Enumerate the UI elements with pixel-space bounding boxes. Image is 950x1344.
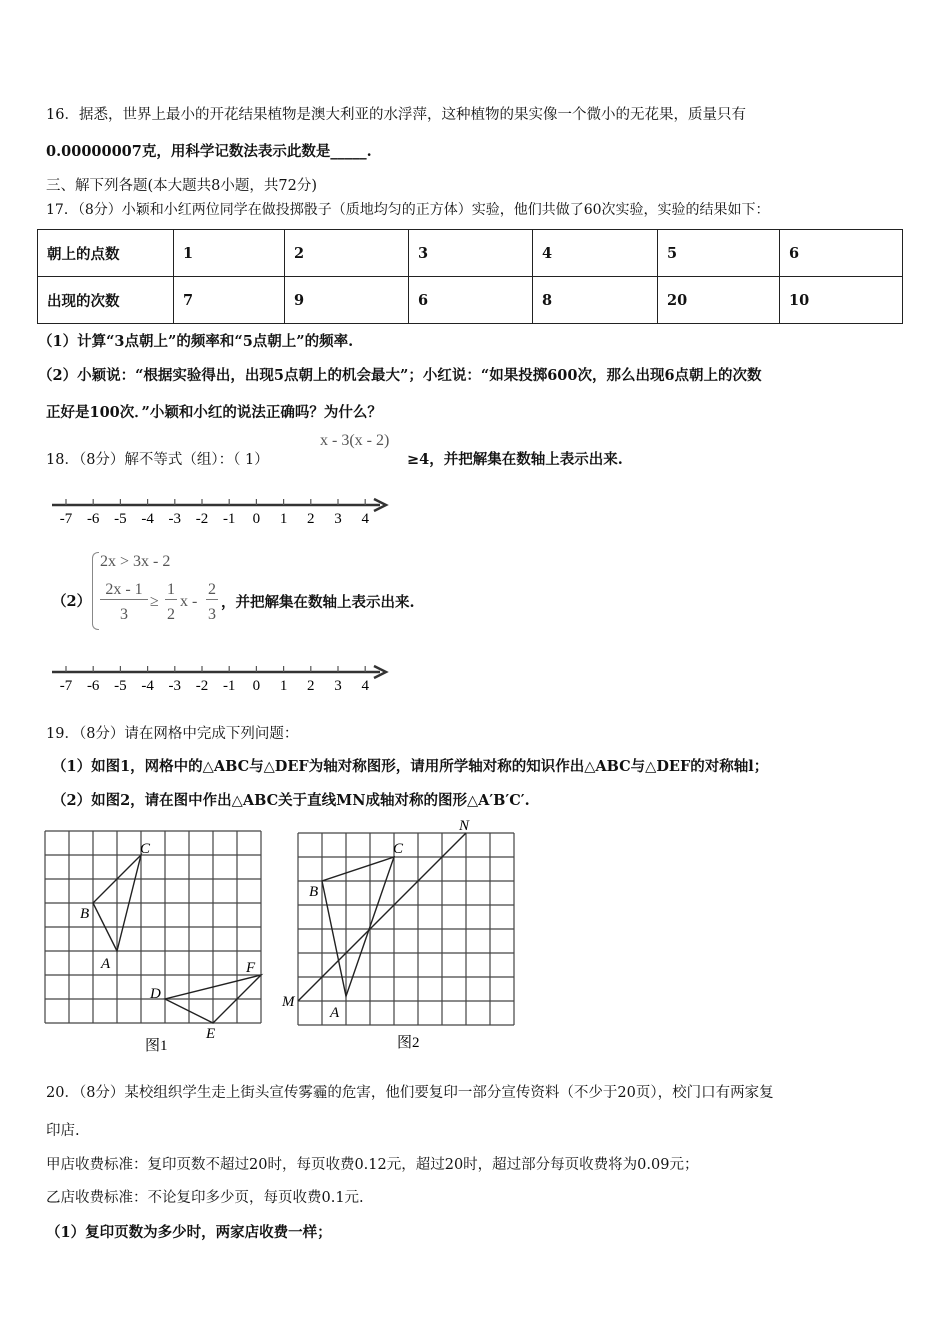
point-label: A bbox=[101, 956, 111, 972]
q20-shopA: 甲店收费标准：复印页数不超过20时，每页收费0.12元，超过20时，超过部分每页收费将为0.09元； bbox=[46, 1157, 699, 1173]
tick-label: -4 bbox=[141, 511, 154, 527]
tick-label: -6 bbox=[86, 678, 100, 694]
fraction-numerator: 1 bbox=[167, 581, 175, 598]
variable: x - bbox=[180, 593, 198, 610]
tick-label: -4 bbox=[141, 678, 154, 694]
q17-part2a: （2）小颖说：“根据实验得出，出现5点朝上的机会最大”；小红说：“如果投掷600次，那么出现6点朝上的次数 bbox=[38, 367, 762, 384]
tick-label: -2 bbox=[195, 511, 209, 527]
shape bbox=[298, 833, 466, 1001]
q19-part1: （1）如图1，网格中的△ABC与△DEF为轴对称图形，请用所学轴对称的知识作出△ABC与△DEF的对称轴l； bbox=[52, 758, 769, 775]
point-label: E bbox=[206, 1026, 216, 1042]
tick-label: -7 bbox=[59, 511, 73, 527]
tick-label: -5 bbox=[114, 511, 127, 527]
point-label: C bbox=[140, 841, 151, 857]
point-label: D bbox=[150, 986, 161, 1002]
q18-stem: 18．（8分）解不等式（组）：（ 1） bbox=[46, 452, 269, 468]
table-cell: 出现的次数 bbox=[38, 277, 174, 324]
point-label: B bbox=[80, 906, 90, 922]
q20-shopB: 乙店收费标准：不论复印多少页，每页收费0.1元. bbox=[46, 1190, 364, 1206]
q17-stem: 17．（8分）小颖和小红两位同学在做投掷骰子（质地均匀的正方体）实验，他们共做了60次实验，实验的结果如下： bbox=[46, 202, 770, 218]
point-label: B bbox=[309, 884, 319, 900]
tick-label: -5 bbox=[114, 678, 127, 694]
point-label: F bbox=[246, 960, 256, 976]
q20-stem2: 印店. bbox=[46, 1123, 80, 1139]
relation: ≥ bbox=[150, 593, 159, 610]
table-cell: 10 bbox=[780, 277, 903, 324]
table-cell: 2 bbox=[285, 230, 409, 277]
tick-label: 0 bbox=[252, 678, 261, 694]
table-cell: 9 bbox=[285, 277, 409, 324]
fraction-numerator: 2x - 1 bbox=[100, 581, 148, 600]
tick-label: 4 bbox=[361, 511, 369, 527]
fig1-caption: 图1 bbox=[145, 1038, 168, 1054]
fraction-denominator: 3 bbox=[120, 606, 128, 623]
tick-label: -6 bbox=[86, 511, 100, 527]
table-cell: 5 bbox=[658, 230, 780, 277]
tick-label: 0 bbox=[252, 511, 261, 527]
table-cell: 朝上的点数 bbox=[38, 230, 174, 277]
shape bbox=[322, 857, 394, 996]
q20-part1: （1）复印页数为多少时，两家店收费一样； bbox=[46, 1224, 332, 1241]
q16-line1: 16．据悉，世界上最小的开花结果植物是澳大利亚的水浮萍，这种植物的果实像一个微小的无花果，质量只有 bbox=[46, 107, 746, 123]
section-heading: 三、解下列各题(本大题共8小题，共72分) bbox=[46, 178, 317, 194]
fig2-caption: 图2 bbox=[397, 1035, 420, 1051]
q18-tail: ≥4，并把解集在数轴上表示出来. bbox=[407, 451, 623, 468]
table-cell: 6 bbox=[780, 230, 903, 277]
tick-label: -3 bbox=[168, 678, 182, 694]
q18-part2-tail: ，并把解集在数轴上表示出来. bbox=[221, 594, 415, 611]
q20-stem1: 20．（8分）某校组织学生走上街头宣传雾霾的危害，他们要复印一部分宣传资料（不少于20页），校门口有两家复 bbox=[46, 1085, 774, 1101]
tick-label: 3 bbox=[334, 511, 342, 527]
q19-stem: 19．（8分）请在网格中完成下列问题： bbox=[46, 726, 299, 742]
tick-label: -7 bbox=[59, 678, 73, 694]
system-line1: 2x > 3x - 2 bbox=[100, 553, 171, 570]
q18-expression: x - 3(x - 2) bbox=[320, 432, 390, 449]
figure-1-grid bbox=[45, 831, 261, 1042]
tick-label: 3 bbox=[334, 678, 342, 694]
q19-part2: （2）如图2，请在图中作出△ABC关于直线MN成轴对称的图形△A′B′C′. bbox=[52, 792, 530, 809]
fraction-denominator: 2 bbox=[167, 606, 175, 623]
tick-label: -1 bbox=[222, 511, 236, 527]
table-cell: 1 bbox=[174, 230, 285, 277]
tick-label: -1 bbox=[222, 678, 236, 694]
table-cell: 7 bbox=[174, 277, 285, 324]
table-cell: 3 bbox=[409, 230, 533, 277]
tick-label: 1 bbox=[279, 678, 288, 694]
q17-part1: （1）计算“3点朝上”的频率和“5点朝上”的频率. bbox=[38, 333, 354, 350]
tick-label: 4 bbox=[361, 678, 369, 694]
point-label: C bbox=[393, 841, 404, 857]
figure-2-grid bbox=[281, 818, 514, 1025]
q16-line2: 0.00000007克，用科学记数法表示此数是_____. bbox=[46, 143, 372, 160]
table-cell: 20 bbox=[658, 277, 780, 324]
tick-label: -3 bbox=[168, 511, 182, 527]
fraction-denominator: 3 bbox=[208, 606, 216, 623]
point-label: M bbox=[282, 994, 295, 1010]
q17-part2b: 正好是100次．”小颖和小红的说法正确吗？为什么？ bbox=[46, 404, 382, 421]
fraction-numerator: 2 bbox=[208, 581, 216, 598]
point-label: A bbox=[330, 1005, 340, 1021]
point-label: N bbox=[459, 818, 470, 834]
table-cell: 6 bbox=[409, 277, 533, 324]
tick-label: -2 bbox=[195, 678, 209, 694]
table-cell: 8 bbox=[533, 277, 658, 324]
table-cell: 4 bbox=[533, 230, 658, 277]
tick-label: 2 bbox=[307, 511, 315, 527]
q18-part2-label: （2） bbox=[52, 593, 92, 610]
tick-label: 1 bbox=[279, 511, 288, 527]
tick-label: 2 bbox=[307, 678, 315, 694]
